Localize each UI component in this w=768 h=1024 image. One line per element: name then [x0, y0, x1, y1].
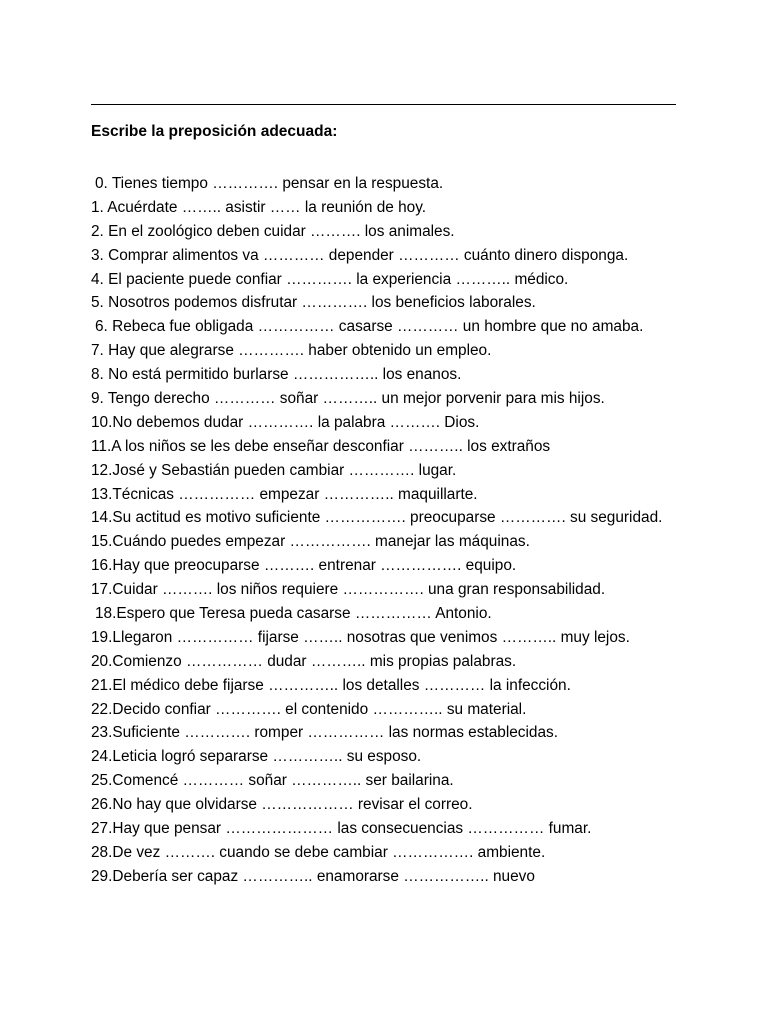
exercise-item: 23.Suficiente …………. romper …………… las normas establecidas.: [91, 724, 559, 742]
exercise-item: 3. Comprar alimentos va ………… depender ………… cuánto dinero disponga.: [91, 246, 629, 264]
exercise-item: 7. Hay que alegrarse …………. haber obtenido un empleo.: [91, 342, 492, 360]
exercise-item: 29.Debería ser capaz ………….. enamorarse …………….. nuevo: [91, 867, 535, 885]
exercise-item: 24.Leticia logró separarse ………….. su esposo.: [91, 748, 422, 766]
exercise-item: 4. El paciente puede confiar …………. la experiencia ……….. médico.: [91, 270, 569, 288]
top-horizontal-rule: [91, 104, 676, 105]
exercise-item: 17.Cuidar ………. los niños requiere ……………. una gran responsabilidad.: [91, 581, 606, 599]
exercise-item: 19.Llegaron …………… fijarse …….. nosotras que venimos ……….. muy lejos.: [91, 628, 630, 646]
exercise-item: 1. Acuérdate …….. asistir …… la reunión de hoy.: [91, 198, 427, 216]
exercise-item: 27.Hay que pensar ………………… las consecuencias …………… fumar.: [91, 820, 592, 838]
exercise-item: 13.Técnicas …………… empezar ………….. maquillarte.: [91, 485, 478, 503]
exercise-list: [91, 172, 731, 889]
exercise-item: 12.José y Sebastián pueden cambiar …………. lugar.: [91, 461, 457, 479]
exercise-item: 0. Tienes tiempo …………. pensar en la respuesta.: [95, 175, 444, 192]
exercise-item: 10.No debemos dudar …………. la palabra ………. Dios.: [91, 413, 480, 431]
exercise-item: 14.Su actitud es motivo suficiente ……………. preocuparse …………. su seguridad.: [91, 509, 663, 527]
exercise-item: 22.Decido confiar …………. el contenido ………….. su material.: [91, 700, 527, 718]
exercise-item: 9. Tengo derecho ………… soñar ……….. un mejor porvenir para mis hijos.: [91, 390, 605, 408]
exercise-item: 20.Comienzo …………… dudar ……….. mis propias palabras.: [91, 652, 517, 670]
exercise-item: 8. No está permitido burlarse …………….. los enanos.: [91, 366, 462, 384]
exercise-item: 6. Rebeca fue obligada …………… casarse ………… un hombre que no amaba.: [95, 318, 644, 336]
exercise-item: 5. Nosotros podemos disfrutar …………. los beneficios laborales.: [91, 294, 536, 312]
exercise-item: 2. En el zoológico deben cuidar ………. los animales.: [91, 222, 455, 240]
exercise-item: 16.Hay que preocuparse ………. entrenar ……………. equipo.: [91, 557, 517, 575]
exercise-item: 25.Comencé ………… soñar ………….. ser bailarina.: [91, 772, 454, 790]
exercise-item: 21.El médico debe fijarse ………….. los detalles ………… la infección.: [91, 676, 571, 694]
exercise-item: 28.De vez ………. cuando se debe cambiar ……………. ambiente.: [91, 843, 546, 861]
exercise-item: 11.A los niños se les debe enseñar desconfiar ……….. los extraños: [91, 437, 551, 455]
worksheet-heading: Escribe la preposición adecuada:: [91, 123, 338, 140]
exercise-item: 15.Cuándo puedes empezar ……………. manejar las máquinas.: [91, 533, 530, 551]
exercise-item: 18.Espero que Teresa pueda casarse …………… Antonio.: [95, 605, 492, 623]
exercise-item: 26.No hay que olvidarse ……………… revisar el correo.: [91, 796, 473, 814]
